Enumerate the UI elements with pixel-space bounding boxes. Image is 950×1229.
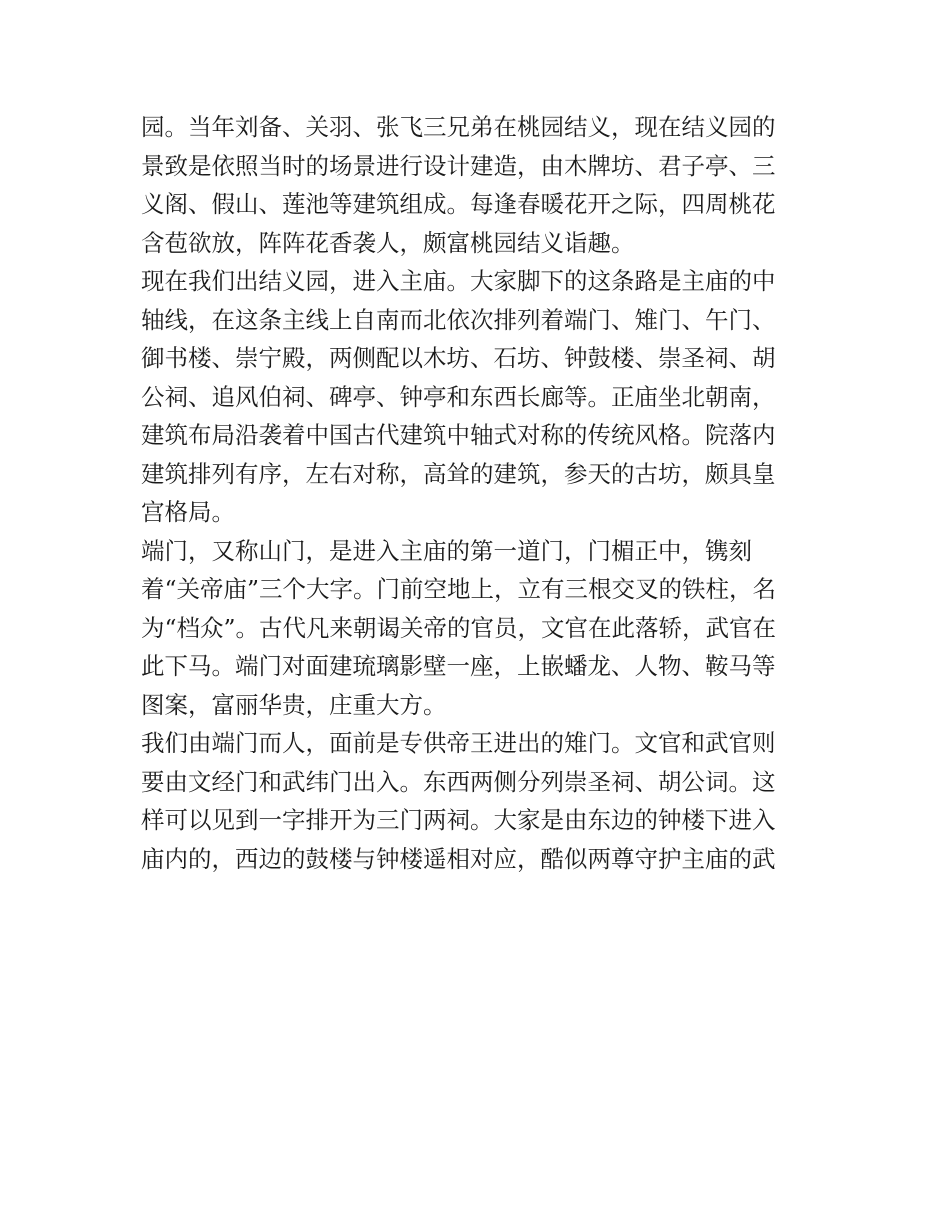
text-line: 图案，富丽华贵，庄重大方。 bbox=[141, 690, 447, 719]
text-line: 端门，又称山门，是进入主庙的第一道门，门楣正中，镌刻 bbox=[141, 536, 752, 565]
text-line: 要由文经门和武纬门出入。东西两侧分列崇圣祠、胡公词。这 bbox=[141, 767, 776, 796]
text-line: 公祠、追风伯祠、碑亭、钟亭和东西长廊等。正庙坐北朝南， bbox=[141, 382, 776, 411]
body-text bbox=[141, 108, 816, 878]
text-line: 轴线，在这条主线上自南而北依次排列着端门、雉门、午门、 bbox=[141, 305, 776, 334]
text-line: 景致是依照当时的场景进行设计建造，由木牌坊、君子亭、三 bbox=[141, 151, 776, 180]
text-line: 现在我们出结义园，进入主庙。大家脚下的这条路是主庙的中 bbox=[141, 267, 776, 295]
text-line: 着“关帝庙”三个大字。门前空地上，立有三根交叉的铁柱，名 bbox=[141, 575, 777, 603]
text-line: 建筑排列有序，左右对称，高耸的建筑，参天的古坊，颇具皇 bbox=[141, 459, 776, 488]
text-line: 义阁、假山、莲池等建筑组成。每逢春暖花开之际，四周桃花 bbox=[141, 190, 776, 218]
text-line: 为“档众”。古代凡来朝谒关帝的官员，文官在此落轿，武官在 bbox=[141, 613, 777, 642]
text-line: 此下马。端门对面建琉璃影壁一座，上嵌蟠龙、人物、鞍马等 bbox=[141, 652, 776, 680]
text-line: 园。当年刘备、关羽、张飞三兄弟在桃园结义，现在结义园的 bbox=[141, 113, 776, 141]
text-line: 建筑布局沿袭着中国古代建筑中轴式对称的传统风格。院落内 bbox=[141, 421, 776, 449]
text-line: 庙内的，西边的鼓楼与钟楼遥相对应，酷似两尊守护主庙的武 bbox=[141, 844, 776, 873]
text-line: 我们由端门而人，面前是专供帝王进出的雉门。文官和武官则 bbox=[141, 729, 776, 757]
text-line: 样可以见到一字排开为三门两祠。大家是由东边的钟楼下进入 bbox=[141, 806, 776, 834]
text-line: 宫格局。 bbox=[141, 498, 235, 526]
text-line: 御书楼、崇宁殿，两侧配以木坊、石坊、钟鼓楼、崇圣祠、胡 bbox=[141, 344, 776, 372]
text-line: 含苞欲放，阵阵花香袭人，颇富桃园结义诣趣。 bbox=[141, 228, 635, 257]
